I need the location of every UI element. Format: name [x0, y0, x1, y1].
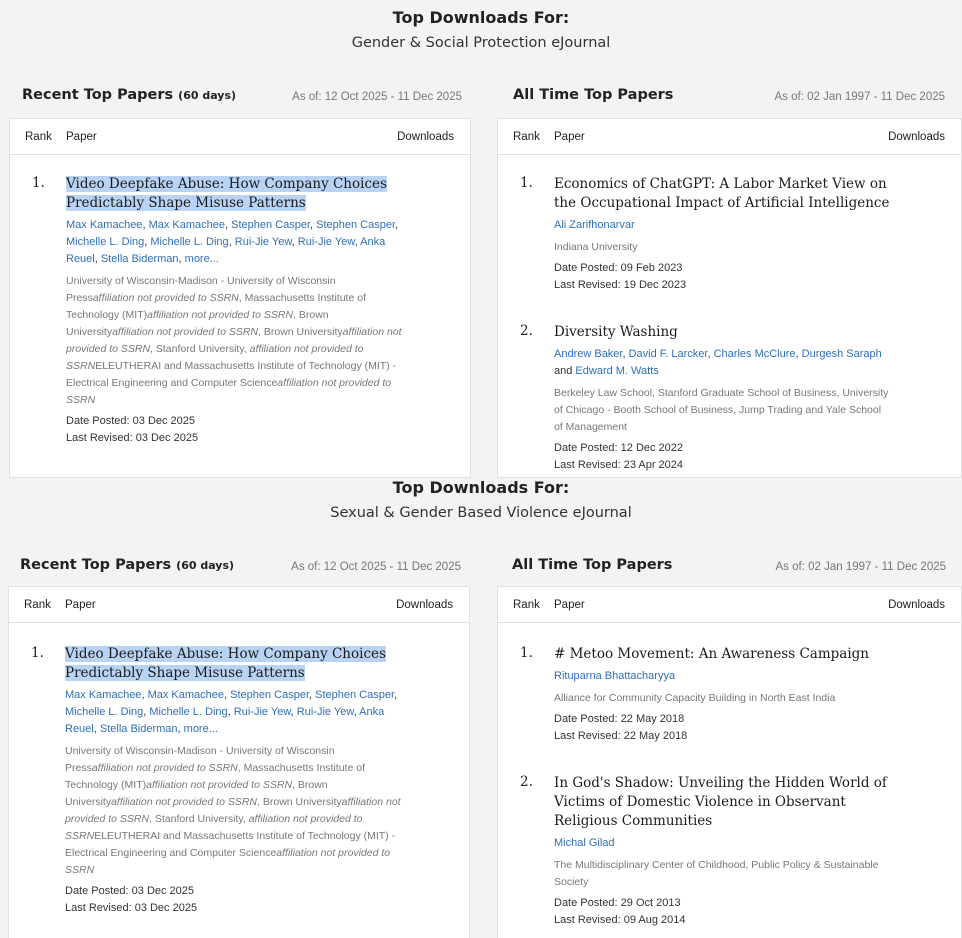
author-link[interactable]: Charles McClure — [713, 348, 796, 360]
author-link[interactable]: David F. Larcker — [628, 348, 708, 360]
author-list — [554, 217, 890, 234]
recent-top-papers — [8, 557, 470, 938]
section-heading: Top Downloads For: — [392, 8, 570, 27]
paper-title-link[interactable] — [554, 175, 890, 213]
all-time-top-papers — [497, 557, 962, 938]
downloads-header: Downloads — [397, 131, 454, 143]
downloads-header: Downloads — [396, 599, 453, 611]
as-of-range: As of: 12 Oct 2025 - 11 Dec 2025 — [292, 91, 462, 103]
paper-title-link[interactable] — [554, 323, 890, 342]
affiliation-note: affiliation not provided to SSRN — [65, 796, 401, 825]
author-list: Andrew Baker, David F. Larcker, Charles McClure, Durgesh Saraph and Edward M. Watts — [554, 348, 882, 377]
affiliations: Alliance for Community Capacity Building in North East India — [554, 692, 836, 704]
author-list: Max Kamachee, Max Kamachee, Stephen Casper, Stephen Casper, Michelle L. Ding, Michelle L. Ding, Rui-Jie Yew, Rui-Jie Yew, Anka Reuel, Stella Biderman, more... — [65, 689, 398, 735]
paper-dates — [554, 895, 890, 929]
author-link[interactable]: Max Kamachee — [147, 689, 224, 701]
author-link[interactable]: Stella Biderman — [100, 253, 179, 265]
recent-top-papers — [9, 87, 471, 470]
author-list — [554, 668, 890, 685]
author-link[interactable]: Michelle L. Ding — [66, 236, 145, 248]
affiliation-note: affiliation not provided to SSRN — [91, 762, 238, 774]
affiliation-note: affiliation not provided to SSRN — [147, 309, 294, 321]
paper-title-text[interactable]: Video Deepfake Abuse: How Company Choices Predictably Shape Misuse Patterns — [66, 176, 387, 211]
author-link[interactable]: Max Kamachee — [148, 219, 225, 231]
column-title: Recent Top Papers (60 days) — [22, 87, 237, 103]
affiliations: The Multidisciplinary Center of Childhood, Public Policy & Sustainable Society — [554, 859, 879, 888]
author-link[interactable]: Rui-Jie Yew — [234, 236, 292, 248]
table-header — [498, 587, 961, 623]
as-of-range: As of: 02 Jan 1997 - 11 Dec 2025 — [775, 561, 946, 573]
paper-dates — [554, 711, 890, 745]
affiliation-note: affiliation not provided to SSRN — [146, 779, 293, 791]
paper-rank: 1. — [31, 645, 44, 661]
author-link[interactable]: Anka Reuel — [66, 236, 386, 265]
section-header — [0, 8, 962, 53]
paper-title-text[interactable]: Economics of ChatGPT: A Labor Market View on the Occupational Impact of Artificial Intelligence — [554, 176, 890, 211]
author-link[interactable]: Durgesh Saraph — [801, 348, 882, 360]
paper-header: Paper — [554, 131, 585, 143]
column-title: Recent Top Papers (60 days) — [20, 557, 235, 573]
paper-rank: 2. — [520, 774, 533, 790]
papers-table — [497, 586, 962, 938]
paper-body — [554, 774, 890, 929]
author-link[interactable]: Ali Zarifhonarvar — [554, 219, 635, 231]
paper-title-text[interactable]: # Metoo Movement: An Awareness Campaign — [554, 646, 869, 662]
papers-table — [497, 118, 962, 478]
paper-dates — [554, 260, 890, 294]
rank-header: Rank — [24, 599, 51, 611]
last-revised: Last Revised: 19 Dec 2023 — [554, 279, 687, 291]
column-title: All Time Top Papers — [512, 557, 673, 573]
downloads-header: Downloads — [888, 131, 945, 143]
last-revised: Last Revised: 23 Apr 2024 — [554, 459, 684, 471]
journal-name: Gender & Social Protection eJournal — [351, 35, 611, 51]
affiliation-note: affiliation not provided to SSRN — [66, 326, 402, 355]
affiliation-note: affiliation not provided to SSRN — [65, 847, 391, 876]
paper-rank: 2. — [520, 323, 533, 339]
affiliation-note: affiliation not provided to SSRN — [92, 292, 239, 304]
affiliation-note: affiliation not provided to SSRN — [66, 343, 364, 372]
author-link[interactable]: Stella Biderman — [99, 723, 178, 735]
date-posted: Date Posted: 22 May 2018 — [554, 713, 685, 725]
date-posted: Date Posted: 03 Dec 2025 — [66, 415, 196, 427]
paper-rank: 1. — [32, 175, 45, 191]
author-link[interactable]: Stephen Casper — [316, 219, 396, 231]
paper-body — [554, 645, 890, 745]
author-link[interactable]: Michelle L. Ding — [149, 706, 228, 718]
author-link[interactable]: Rui-Jie Yew — [297, 236, 355, 248]
author-link[interactable]: Michelle L. Ding — [150, 236, 229, 248]
last-revised: Last Revised: 03 Dec 2025 — [65, 902, 198, 914]
table-header — [9, 587, 469, 623]
paper-header: Paper — [554, 599, 585, 611]
affiliation-note: affiliation not provided to SSRN — [66, 377, 392, 406]
table-header — [10, 119, 470, 155]
author-link[interactable]: Michelle L. Ding — [65, 706, 144, 718]
paper-dates — [65, 883, 401, 917]
journal-name: Sexual & Gender Based Violence eJournal — [330, 505, 632, 521]
paper-title-link[interactable] — [66, 175, 402, 213]
date-posted: Date Posted: 03 Dec 2025 — [65, 885, 195, 897]
paper-title-link[interactable] — [554, 774, 890, 831]
affiliation-note: affiliation not provided to SSRN — [65, 813, 363, 842]
author-link[interactable]: Max Kamachee — [66, 219, 143, 231]
author-link[interactable]: Max Kamachee — [65, 689, 142, 701]
author-link[interactable]: Rui-Jie Yew — [296, 706, 354, 718]
date-posted: Date Posted: 12 Dec 2022 — [554, 442, 684, 454]
affiliation-note: affiliation not provided to SSRN — [111, 796, 258, 808]
table-header — [498, 119, 961, 155]
paper-body — [554, 323, 890, 474]
date-posted: Date Posted: 29 Oct 2013 — [554, 897, 681, 909]
author-link[interactable]: Stephen Casper — [230, 689, 310, 701]
rank-header: Rank — [25, 131, 52, 143]
author-link[interactable]: Michal Gilad — [554, 837, 615, 849]
author-link[interactable]: Rui-Jie Yew — [233, 706, 291, 718]
paper-header: Paper — [65, 599, 96, 611]
affiliations: University of Wisconsin-Madison - University of Wisconsin Pressaffiliation not provided to SSRN, Massachusetts Institute of Technology (MIT)affiliation not provided to SSRN, Brown Universityaffiliation not provided to SSRN, Brown Universityaffiliation not provided to SSRN, Stanford University, affiliation not provided to SSRNELEUTHERAI and Massachusetts Institute of Technology (MIT) - Electrical Engineering and Computer Scienceaffiliation not provided to SSRN — [66, 275, 402, 406]
author-link[interactable]: Andrew Baker — [554, 348, 623, 360]
author-list — [554, 835, 890, 852]
papers-table — [9, 118, 471, 478]
paper-header: Paper — [66, 131, 97, 143]
section-heading: Top Downloads For: — [392, 478, 570, 497]
downloads-header: Downloads — [888, 599, 945, 611]
paper-title-text[interactable]: Video Deepfake Abuse: How Company Choices Predictably Shape Misuse Patterns — [65, 646, 386, 681]
last-revised: Last Revised: 22 May 2018 — [554, 730, 688, 742]
paper-body — [554, 175, 890, 294]
paper-title-text[interactable]: Diversity Washing — [554, 324, 678, 340]
paper-dates — [554, 440, 890, 474]
affiliations: Berkeley Law School, Stanford Graduate School of Business, University of Chicago - Booth School of Business, Jump Trading and Yale School of Management — [554, 387, 889, 433]
author-link[interactable]: Edward M. Watts — [575, 365, 659, 377]
journal-section-2 — [0, 470, 962, 938]
paper-title-text[interactable]: In God's Shadow: Unveiling the Hidden World of Victims of Domestic Violence in Observant Religious Communities — [554, 775, 887, 829]
more-authors-link[interactable]: more... — [183, 723, 218, 735]
paper-title-link[interactable] — [65, 645, 401, 683]
rank-header: Rank — [513, 599, 540, 611]
affiliations: University of Wisconsin-Madison - University of Wisconsin Pressaffiliation not provided to SSRN, Massachusetts Institute of Technology (MIT)affiliation not provided to SSRN, Brown Universityaffiliation not provided to SSRN, Brown Universityaffiliation not provided to SSRN, Stanford University, affiliation not provided to SSRNELEUTHERAI and Massachusetts Institute of Technology (MIT) - Electrical Engineering and Computer Scienceaffiliation not provided to SSRN — [65, 745, 401, 876]
as-of-range: As of: 02 Jan 1997 - 11 Dec 2025 — [774, 91, 945, 103]
author-list: Max Kamachee, Max Kamachee, Stephen Casper, Stephen Casper, Michelle L. Ding, Michelle L. Ding, Rui-Jie Yew, Rui-Jie Yew, Anka Reuel, Stella Biderman, more... — [66, 219, 399, 265]
paper-body — [66, 175, 402, 447]
last-revised: Last Revised: 03 Dec 2025 — [66, 432, 199, 444]
column-title: All Time Top Papers — [513, 87, 674, 103]
as-of-range: As of: 12 Oct 2025 - 11 Dec 2025 — [291, 561, 461, 573]
author-link[interactable]: Stephen Casper — [315, 689, 395, 701]
author-link[interactable]: Stephen Casper — [231, 219, 311, 231]
author-link[interactable]: Rituparna Bhattacharyya — [554, 670, 676, 682]
rank-header: Rank — [513, 131, 540, 143]
more-authors-link[interactable]: more... — [184, 253, 219, 265]
paper-title-link[interactable] — [554, 645, 890, 664]
all-time-top-papers — [497, 87, 962, 470]
affiliation-note: affiliation not provided to SSRN — [112, 326, 259, 338]
paper-body — [65, 645, 401, 917]
paper-rank: 1. — [520, 175, 533, 191]
papers-table — [8, 586, 470, 938]
affiliations: Indiana University — [554, 241, 638, 253]
last-revised: Last Revised: 09 Aug 2014 — [554, 914, 686, 926]
date-posted: Date Posted: 09 Feb 2023 — [554, 262, 683, 274]
author-link[interactable]: Anka Reuel — [65, 706, 385, 735]
paper-rank: 1. — [520, 645, 533, 661]
paper-dates — [66, 413, 402, 447]
section-header — [0, 478, 962, 523]
